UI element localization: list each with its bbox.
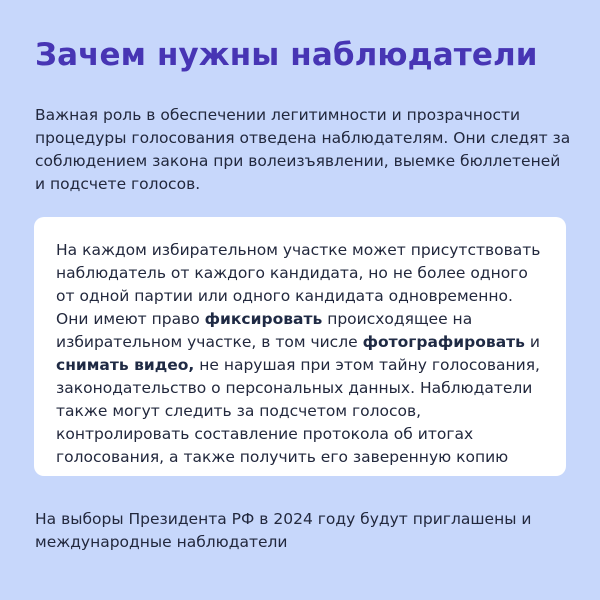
international-observers-note: На выборы Президента РФ в 2024 году будут приглашены и международные наблюдатели xyxy=(35,510,532,551)
highlight-photograph: фотографировать xyxy=(362,333,525,351)
intro-paragraph: Важная роль в обеспечении легитимности и прозрачности процедуры голосования отведена наблюдателям. Они следят за соблюдением закона при волеизъявлении, выемке бюллетеней и подсчете голосов. xyxy=(35,106,571,193)
highlight-record: фиксировать xyxy=(204,310,323,328)
observer-rights-text xyxy=(56,239,550,469)
rights-text-part-4: не нарушая при этом тайну голосования, законодательство о персональных данных. Наблюдатели также могут следить за подсчетом голосов, контролировать составление протокола об итогах голосования, а также получить его заверенную копию xyxy=(56,356,540,466)
rights-text-part-2: происходящее на избирательном участке, в том числе xyxy=(56,310,473,351)
rights-text-part-1: На каждом избирательном участке может присутствовать наблюдатель от каждого кандидата, но не более одного от одной партии или одного кандидата одновременно. Они имеют право xyxy=(56,241,541,328)
rights-text-part-3: и xyxy=(524,333,540,351)
observer-rights-card xyxy=(34,217,566,476)
highlight-video: снимать видео, xyxy=(56,356,195,374)
page-title: Зачем нужны наблюдатели xyxy=(35,37,538,73)
